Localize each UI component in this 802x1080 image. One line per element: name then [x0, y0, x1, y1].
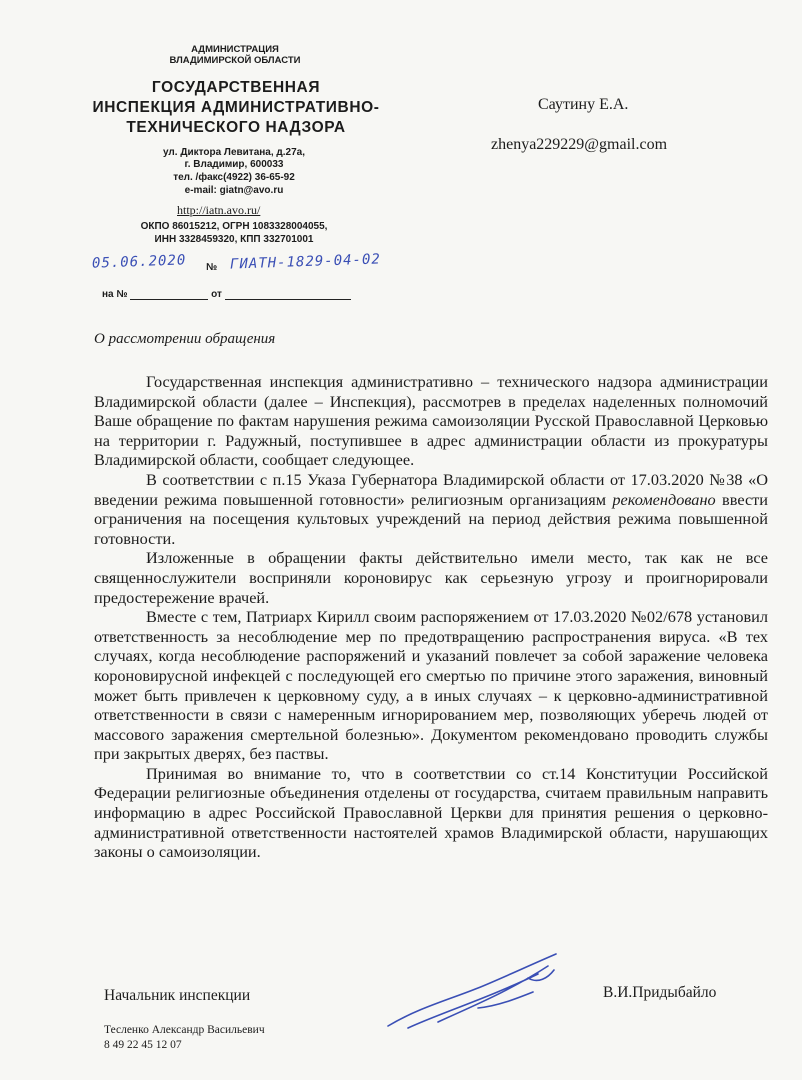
- signatory-position: Начальник инспекции: [104, 987, 251, 1004]
- addressee-email: zhenya229229@gmail.com: [491, 136, 668, 153]
- org-line-2: ИНСПЕКЦИЯ АДМИНИСТРАТИВНО-: [92, 99, 380, 116]
- paragraph-1: Государственная инспекция административно – технического надзора администрации Владимирской области (далее – Инспекция), рассмотрев в пределах наделенных полномочий Ваше обращение по фактам нарушения режима самоизоляции Русской Православной Церковью на территории г. Радужный, поступившее в адрес администрации области из прокуратуры Владимирской области, сообщает следующее.: [94, 372, 768, 470]
- addressee-name: Саутину Е.А.: [538, 96, 629, 113]
- ref-date-blank: [225, 288, 351, 300]
- org-website-link[interactable]: http://iatn.avo.ru/: [177, 203, 261, 217]
- handwritten-signature-icon: [378, 948, 578, 1038]
- paragraph-5: Принимая во внимание то, что в соответствии со ст.14 Конституции Российской Федерации религиозные объединения отделены от государства, считаем правильным направить информацию в адрес Российской Православной Церкви для принятия решения о церковно-административной ответственности настоятелей храмов Владимирской области, нарушающих законы о самоизоляции.: [94, 763, 768, 862]
- org-email: e-mail: giatn@avo.ru: [184, 185, 284, 196]
- ref-prefix: на №: [102, 289, 128, 300]
- number-sign: №: [206, 262, 218, 273]
- org-codes-1: ОКПО 86015212, ОГРН 1083328004055,: [140, 221, 328, 232]
- paragraph-3: Изложенные в обращении факты действительно имели место, так как не все священнослужители восприняли короновирус как серьезную угрозу и проигнорировали предостережение врачей.: [94, 548, 768, 607]
- org-phone: тел. /факс(4922) 36-65-92: [173, 172, 295, 183]
- org-codes-2: ИНН 3328459320, КПП 332701001: [154, 234, 314, 245]
- paragraph-4: Вместе с тем, Патриарх Кирилл своим распоряжением от 17.03.2020 №02/678 установил ответственность за несоблюдение мер по предотвращению распространения вируса. «В тех случаях, когда несоблюдение распоряжений и указаний повлечет за собой заражение человека короновирусной инфекцей с последующей его смертью по причине этого заражения, виновный может быть привлечен к церковному суду, а в иных случаях – к церковно-административной ответственности в связи с намеренным игнорированием мер, позволяющих уберечь людей от массового заражения смертельной болезнью». Документом рекомендовано проводить службы при закрытых дверях, без паствы.: [94, 607, 768, 764]
- handwritten-number: ГИАТН-1829-04-02: [229, 251, 382, 273]
- emphasis-recommended: рекомендовано: [612, 489, 716, 509]
- signatory-name: В.И.Придыбайло: [603, 984, 717, 1001]
- executor-phone: 8 49 22 45 12 07: [104, 1039, 182, 1051]
- org-address: ул. Диктора Левитана, д.27а,: [162, 147, 306, 158]
- letter-body: [94, 372, 768, 862]
- handwritten-date: 05.06.2020: [91, 252, 187, 272]
- subject-line: О рассмотрении обращения: [94, 331, 276, 347]
- ref-from: от: [211, 289, 222, 300]
- admin-line-2: ВЛАДИМИРСКОЙ ОБЛАСТИ: [169, 55, 301, 66]
- org-line-3: ТЕХНИЧЕСКОГО НАДЗОРА: [126, 119, 346, 136]
- executor-name: Тесленко Александр Васильевич: [104, 1024, 265, 1036]
- ref-line: [102, 288, 351, 300]
- admin-line-1: АДМИНИСТРАЦИЯ: [191, 44, 279, 55]
- org-city: г. Владимир, 600033: [184, 159, 284, 170]
- org-line-1: ГОСУДАРСТВЕННАЯ: [151, 79, 321, 96]
- ref-number-blank: [130, 288, 208, 300]
- paragraph-2: В соответствии с п.15 Указа Губернатора Владимирской области от 17.03.2020 №38 «О введении режима повышенной готовности» религиозным организациям рекомендовано ввести ограничения на посещения культовых учреждений на период действия режима повышенной готовности.: [94, 469, 769, 548]
